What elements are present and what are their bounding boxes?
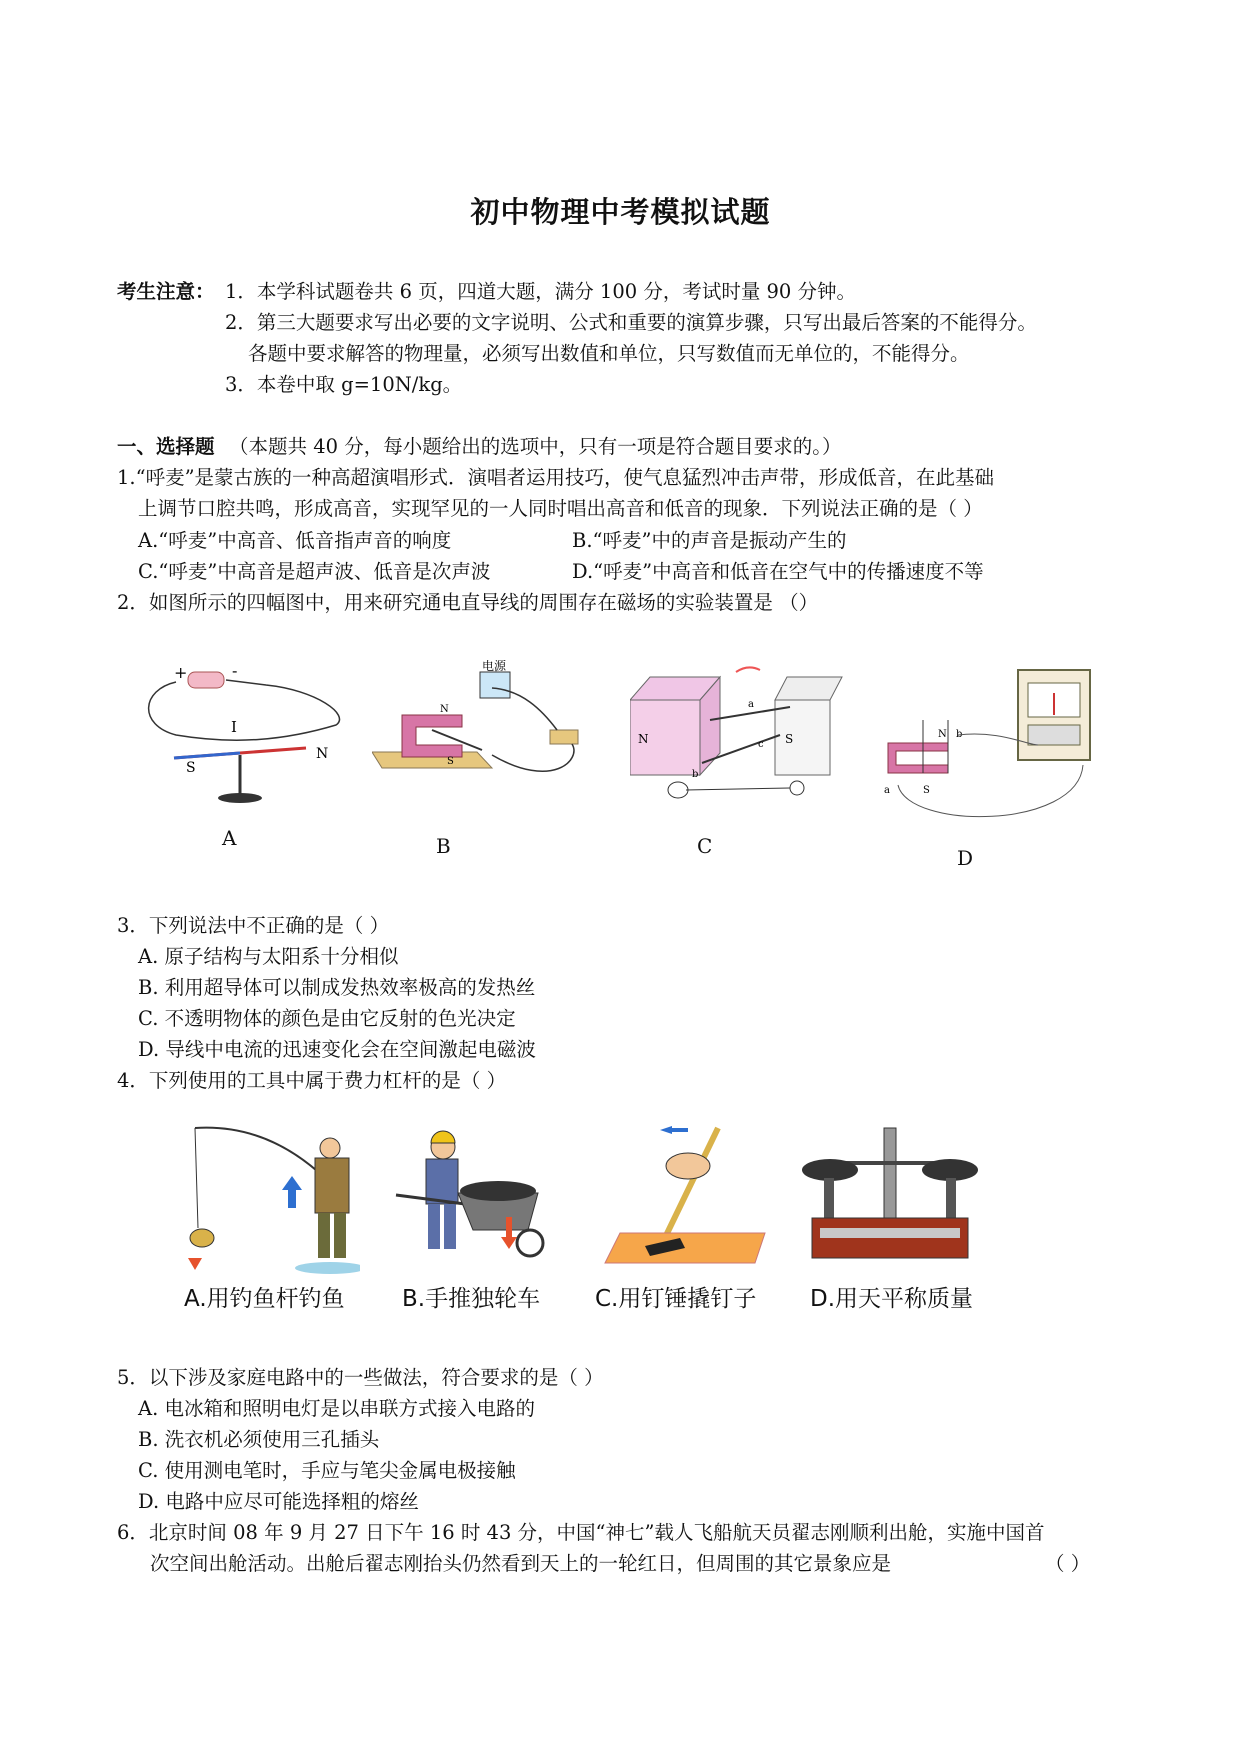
picture-hammer — [600, 1118, 770, 1283]
wire-d-a-label: a — [884, 785, 890, 796]
q5-option-c: C. 使用测电笔时，手应与笔尖金属电极接触 — [138, 1459, 516, 1482]
q3-option-a: A. 原子结构与太阳系十分相似 — [138, 945, 399, 968]
battery-minus-label: - — [232, 661, 238, 680]
section-desc: （本题共 40 分，每小题给出的选项中，只有一项是符合题目要求的。） — [229, 435, 842, 458]
q3-option-d: D. 导线中电流的迅速变化会在空间激起电磁波 — [138, 1038, 536, 1061]
battery-icon — [188, 672, 224, 688]
picture-wheelbarrow — [388, 1125, 563, 1285]
magnet-d-n-label: N — [938, 729, 947, 740]
magnet-n-label: N — [440, 704, 449, 715]
current-label: I — [231, 718, 237, 736]
picture-balance — [800, 1118, 980, 1283]
figure-a-compass-wire — [136, 640, 351, 810]
fish-icon — [190, 1229, 214, 1247]
notice-label: 考生注意： — [117, 280, 215, 303]
q2-stem: 2．如图所示的四幅图中，用来研究通电直导线的周围存在磁场的实验装置是 （） — [117, 591, 819, 614]
figure-a-label: A — [222, 826, 237, 850]
needle-n-label: N — [316, 746, 329, 762]
figure-b-motor-rail — [372, 660, 597, 790]
magnet-c-s-label: S — [785, 732, 794, 746]
q1-option-a: A.“呼麦”中高音、低音指声音的响度 — [138, 529, 452, 552]
q1-option-c: C.“呼麦”中高音是超声波、低音是次声波 — [138, 560, 491, 583]
magnet-c-n-label: N — [638, 732, 649, 746]
q3-option-b: B. 利用超导体可以制成发热效率极高的发热丝 — [138, 976, 536, 999]
figure-d-label: D — [957, 846, 974, 870]
wheel-icon — [517, 1230, 543, 1256]
wire-d-b-label: b — [956, 729, 963, 740]
notice-item-1: 1．本学科试题卷共 6 页，四道大题，满分 100 分，考试时量 90 分钟。 — [225, 280, 857, 303]
q6-stem-2: 次空间出舱活动。出舱后翟志刚抬头仍然看到天上的一轮红日，但周围的其它景象应是 — [150, 1552, 892, 1575]
q1-option-d: D.“呼麦”中高音和低音在空气中的传播速度不等 — [572, 560, 984, 583]
caption-b: B.手推独轮车 — [402, 1286, 541, 1312]
notice-item-3: 3．本卷中取 g=10N/kg。 — [225, 373, 463, 396]
wire-c-label: c — [758, 739, 764, 750]
q5-option-a: A. 电冰箱和照明电灯是以串联方式接入电路的 — [138, 1397, 535, 1420]
section-label: 一、选择题 — [117, 435, 215, 458]
power-supply-icon — [480, 672, 510, 698]
figure-c-magnets — [630, 665, 845, 805]
needle-s-label: S — [186, 760, 196, 776]
q3-option-c: C. 不透明物体的颜色是由它反射的色光决定 — [138, 1007, 516, 1030]
q1-option-b: B.“呼麦”中的声音是振动产生的 — [572, 529, 847, 552]
notice-item-2-cont: 各题中要求解答的物理量，必须写出数值和单位，只写数值而无单位的，不能得分。 — [248, 342, 970, 365]
picture-fishing — [180, 1118, 360, 1283]
caption-a: A.用钓鱼杆钓鱼 — [184, 1286, 345, 1312]
page-title: 初中物理中考模拟试题 — [470, 195, 771, 229]
q1-stem-1: 1.“呼麦”是蒙古族的一种高超演唱形式．演唱者运用技巧，使气息猛烈冲击声带，形成低音，在此基础 — [117, 466, 995, 489]
magnet-s-label: S — [447, 756, 454, 767]
power-supply-label: 电源 — [482, 660, 507, 673]
caption-c: C.用钉锤撬钉子 — [595, 1286, 757, 1312]
q6-stem-1: 6．北京时间 08 年 9 月 27 日下午 16 时 43 分，中国“神七”载人飞船航天员翟志刚顺利出舱，实施中国首 — [117, 1521, 1045, 1544]
figure-b-label: B — [436, 834, 451, 858]
q5-option-d: D. 电路中应尽可能选择粗的熔丝 — [138, 1490, 419, 1513]
figure-d-galvanometer — [878, 665, 1093, 835]
figure-c-label: C — [697, 834, 713, 858]
caption-d: D.用天平称质量 — [810, 1286, 974, 1312]
q4-stem: 4．下列使用的工具中属于费力杠杆的是（ ） — [117, 1069, 507, 1092]
q3-stem: 3．下列说法中不正确的是（ ） — [117, 914, 390, 937]
switch-icon — [550, 730, 578, 744]
q5-stem: 5．以下涉及家庭电路中的一些做法，符合要求的是（ ） — [117, 1366, 604, 1389]
q5-option-b: B. 洗衣机必须使用三孔插头 — [138, 1428, 380, 1451]
q1-stem-2: 上调节口腔共鸣，形成高音，实现罕见的一人同时唱出高音和低音的现象．下列说法正确的是（ ） — [138, 497, 983, 520]
q6-answer-paren: （ ） — [1045, 1552, 1091, 1575]
magnet-d-s-label: S — [923, 785, 930, 796]
notice-item-2: 2．第三大题要求写出必要的文字说明、公式和重要的演算步骤，只写出最后答案的不能得分。 — [225, 311, 1037, 334]
wire-a-label: a — [748, 699, 754, 710]
wire-b-label: b — [692, 769, 699, 780]
battery-plus-label: + — [174, 663, 188, 682]
